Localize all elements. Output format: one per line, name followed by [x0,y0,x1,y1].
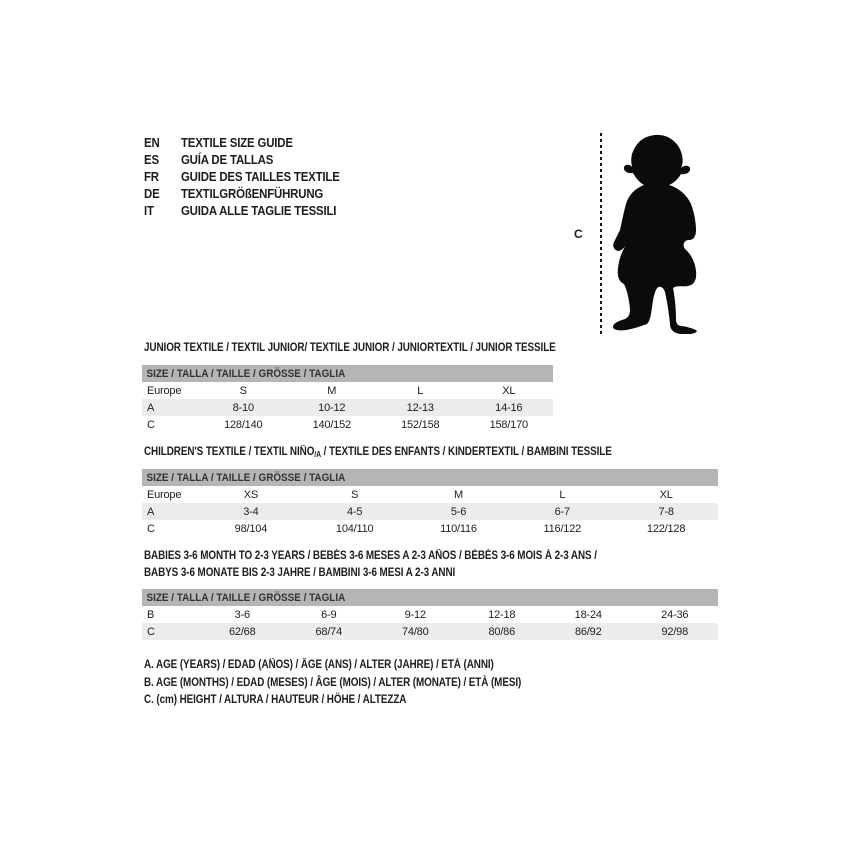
children-title-part: CHILDREN'S TEXTILE / TEXTIL NIÑO [144,446,315,458]
baby-silhouette-icon [611,132,703,334]
language-code: ES [144,152,159,167]
language-title-list [144,134,340,219]
cell: 62/68 [228,625,256,638]
height-measure-dotted-line [600,133,602,334]
babies-table-title [144,548,597,582]
cell: 10-12 [318,401,346,414]
cell: 68/74 [315,625,343,638]
size-bar-label: SIZE / TALLA / TAILLE / GRÖSSE / TAGLIA [146,367,346,380]
table-row [142,486,718,503]
row-label: C [147,522,155,535]
table-row [142,520,718,537]
cell: 5-6 [450,505,467,518]
junior-table [142,382,553,433]
language-row-en [144,134,340,151]
cell: XS [243,488,259,501]
table-row [142,623,718,640]
cell: S [239,384,247,397]
language-code: FR [144,169,159,184]
row-label: Europe [147,384,182,397]
babies-table [142,606,718,640]
row-label: A [147,505,155,518]
cell: 3-4 [243,505,259,518]
babies-title-line1: BABIES 3-6 MONTH TO 2-3 YEARS / BEBÉS 3-6 MESES A 2-3 AÑOS / BÉBÉS 3-6 MOIS À 2-3 ANS / [144,550,597,562]
cell: 98/104 [234,522,268,535]
language-title: TEXTILE SIZE GUIDE [180,135,293,150]
language-title: GUÍA DE TALLAS [180,152,274,167]
cell: 8-10 [232,401,254,414]
row-label: C [147,625,155,638]
babies-title-line2: BABYS 3-6 MONATE BIS 2-3 JAHRE / BAMBINI 3-6 MESI A 2-3 ANNI [144,567,456,579]
footnote-c: C. (cm) HEIGHT / ALTURA / HAUTEUR / HÖHE / ALTEZZA [144,694,407,706]
children-title-subscript: /A [314,450,322,459]
junior-table-title: JUNIOR TEXTILE / TEXTIL JUNIOR/ TEXTILE JUNIOR / JUNIORTEXTIL / JUNIOR TESSILE [144,342,556,354]
cell: 158/170 [489,418,528,431]
cell: 122/128 [646,522,686,535]
cell: 6-7 [554,505,570,518]
cell: 92/98 [661,625,689,638]
row-label: C [147,418,155,431]
junior-size-header-bar [142,365,553,382]
cell: 6-9 [321,608,337,621]
cell: S [351,488,359,501]
table-row [142,503,718,520]
table-row [142,399,553,416]
cell: XL [659,488,673,501]
language-code: DE [144,186,160,201]
row-label: B [147,608,155,621]
language-code: EN [144,135,160,150]
babies-size-header-bar [142,589,718,606]
footnote-a: A. AGE (YEARS) / EDAD (AÑOS) / ÂGE (ANS) / ALTER (JAHRE) / ETÀ (ANNI) [144,659,494,671]
cell: 3-6 [234,608,250,621]
cell: 110/116 [440,522,477,535]
cell: 18-24 [574,608,602,621]
language-row-de [144,185,340,202]
children-title-part: / TEXTILE DES ENFANTS / KINDERTEXTIL / BAMBINI TESSILE [321,446,612,458]
cell: M [327,384,337,397]
cell: 140/152 [312,418,351,431]
cell: 74/80 [401,625,429,638]
children-size-header-bar [142,469,718,486]
cell: 152/158 [401,418,440,431]
cell: M [454,488,463,501]
language-title: TEXTILGRÖßENFÜHRUNG [180,186,324,201]
cell: 9-12 [404,608,426,621]
footnotes [144,657,521,710]
cell: 12-18 [488,608,516,621]
cell: 12-13 [406,401,434,414]
children-table-title [144,444,612,463]
height-measure-label: C [574,227,583,241]
children-table [142,486,718,537]
cell: XL [502,384,516,397]
language-title: GUIDA ALLE TAGLIE TESSILI [180,203,337,218]
cell: 24-36 [661,608,689,621]
cell: 7-8 [658,505,674,518]
row-label: A [147,401,155,414]
language-code: IT [144,203,154,218]
table-row [142,416,553,433]
cell: 80/86 [488,625,516,638]
table-row [142,382,553,399]
cell: 14-16 [495,401,523,414]
cell: 104/110 [335,522,374,535]
table-row [142,606,718,623]
row-label: Europe [147,488,182,501]
cell: L [559,488,566,501]
language-row-es [144,151,340,168]
language-title: GUIDE DES TAILLES TEXTILE [180,169,340,184]
cell: 4-5 [347,505,363,518]
footnote-b: B. AGE (MONTHS) / EDAD (MESES) / ÂGE (MOIS) / ALTER (MONATE) / ETÀ (MESI) [144,676,522,689]
size-bar-label: SIZE / TALLA / TAILLE / GRÖSSE / TAGLIA [146,591,346,604]
language-row-it [144,202,340,219]
cell: 128/140 [224,418,263,431]
cell: 116/122 [543,522,582,535]
language-row-fr [144,168,340,185]
size-bar-label: SIZE / TALLA / TAILLE / GRÖSSE / TAGLIA [146,471,346,484]
cell: L [417,384,424,397]
cell: 86/92 [574,625,602,638]
